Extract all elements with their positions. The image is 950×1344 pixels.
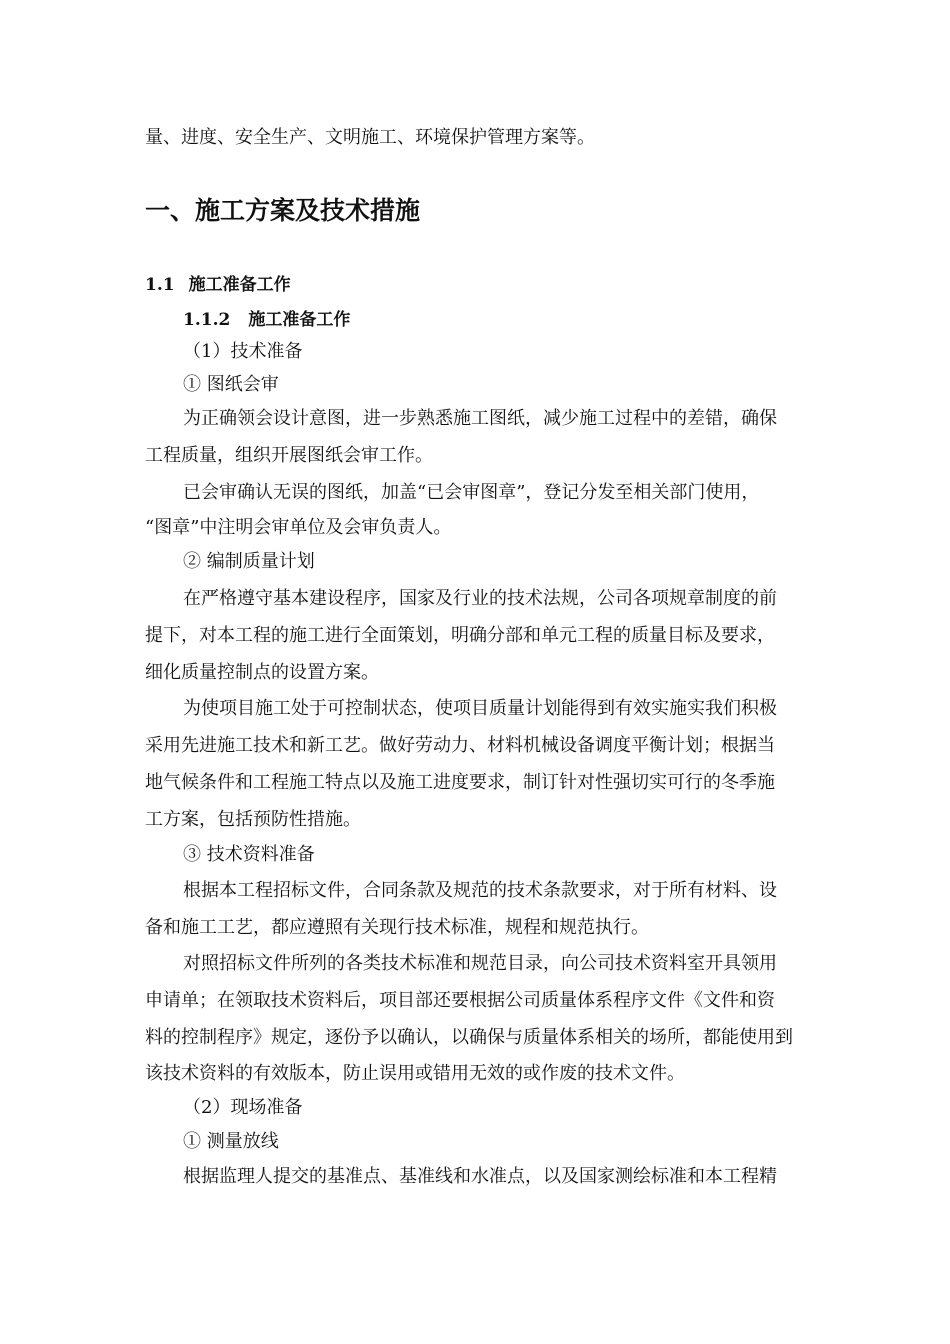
item-heading-site-prep: （2）现场准备 (183, 1097, 303, 1118)
item-heading-drawing-review: ① 图纸会审 (183, 374, 279, 395)
item-heading-quality-plan: ② 编制质量计划 (183, 551, 315, 572)
section-heading: 一、施工方案及技术措施 (145, 196, 421, 225)
paragraph-line: 为正确领会设计意图，进一步熟悉施工图纸，减少施工过程中的差错，确保 (183, 408, 777, 429)
paragraph-line: 在严格遵守基本建设程序，国家及行业的技术法规，公司各项规章制度的前 (183, 588, 777, 609)
paragraph-line: 根据本工程招标文件，合同条款及规范的技术条款要求，对于所有材料、设 (183, 880, 777, 901)
item-heading-tech-docs: ③ 技术资料准备 (183, 844, 315, 865)
paragraph-line: 已会审确认无误的图纸，加盖“已会审图章”，登记分发至相关部门使用， (183, 482, 760, 503)
paragraph-line: 工程质量，组织开展图纸会审工作。 (145, 445, 433, 466)
subsubsection-title: 施工准备工作 (248, 310, 351, 330)
paragraph-line: 地气候条件和工程施工特点以及施工进度要求，制订针对性强切实可行的冬季施 (145, 772, 775, 793)
paragraph-line: 量、进度、安全生产、文明施工、环境保护管理方案等。 (145, 127, 595, 148)
subsubsection-number: 1.1.2 (183, 310, 231, 330)
paragraph-line: 该技术资料的有效版本，防止误用或错用无效的或作废的技术文件。 (145, 1063, 685, 1084)
item-heading-tech-prep: （1）技术准备 (183, 341, 303, 362)
paragraph-line: 对照招标文件所列的各类技术标准和规范目录，向公司技术资料室开具领用 (183, 953, 777, 974)
paragraph-line: 提下，对本工程的施工进行全面策划，明确分部和单元工程的质量目标及要求， (145, 625, 775, 646)
paragraph-line: 备和施工工艺，都应遵照有关现行技术标准，规程和规范执行。 (145, 917, 649, 938)
paragraph-line: 料的控制程序》规定，逐份予以确认，以确保与质量体系相关的场所，都能使用到 (145, 1027, 793, 1048)
subsubsection-heading (183, 305, 350, 330)
paragraph-line: 根据监理人提交的基准点、基准线和水准点，以及国家测绘标准和本工程精 (183, 1166, 777, 1187)
paragraph-line: 细化质量控制点的设置方案。 (145, 662, 379, 683)
subsection-title: 施工准备工作 (188, 275, 291, 295)
paragraph-line: 申请单；在领取技术资料后，项目部还要根据公司质量体系程序文件《文件和资 (145, 990, 775, 1011)
subsection-number: 1.1 (145, 275, 175, 295)
paragraph-line: “图章”中注明会审单位及会审负责人。 (145, 517, 452, 538)
paragraph-line: 为使项目施工处于可控制状态，使项目质量计划能得到有效实施实我们积极 (183, 698, 777, 719)
subsection-heading (145, 270, 291, 295)
item-heading-survey: ① 测量放线 (183, 1131, 279, 1152)
paragraph-line: 采用先进施工技术和新工艺。做好劳动力、材料机械设备调度平衡计划；根据当 (145, 735, 775, 756)
paragraph-line: 工方案，包括预防性措施。 (145, 809, 361, 830)
